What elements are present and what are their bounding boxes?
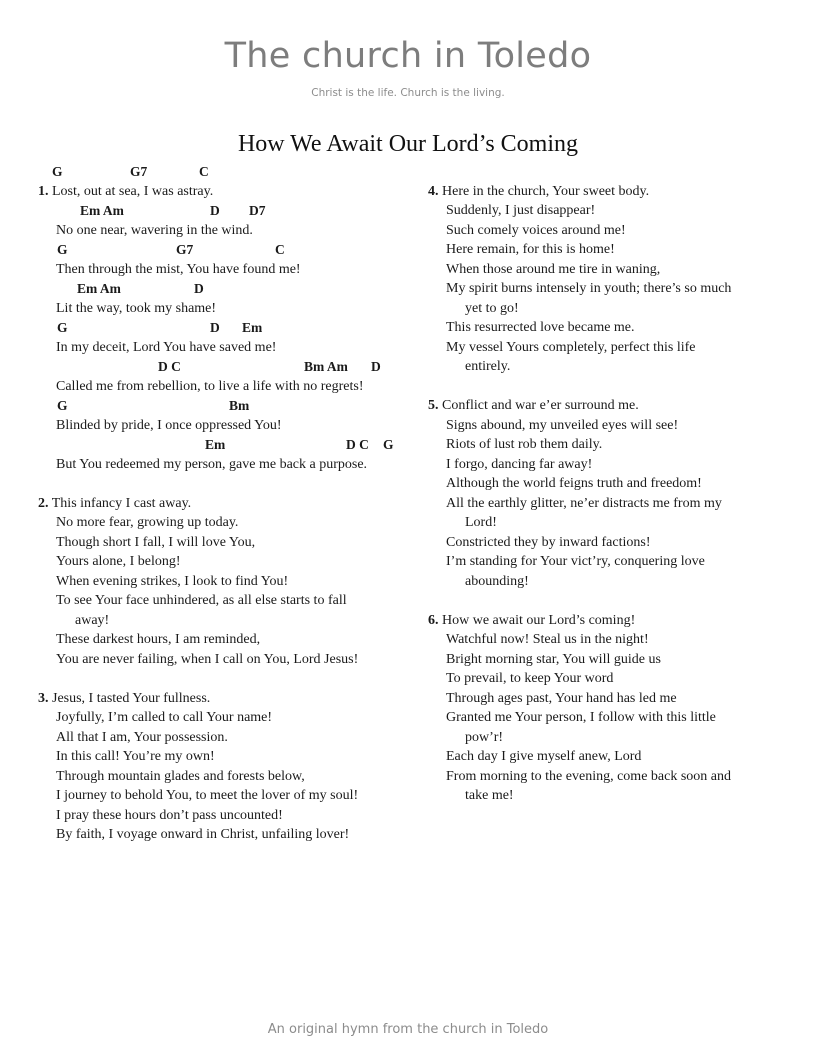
lyric-line [38, 182, 418, 202]
lyric-line: All the earthly glitter, ne’er distracts me from my [446, 495, 722, 511]
lyric-line: entirely. [465, 359, 511, 374]
chord: C [199, 164, 209, 179]
left-column [38, 162, 418, 845]
lyric-line: In this call! You’re my own! [56, 749, 215, 764]
lyric-line [428, 396, 788, 416]
lyric-line: Lit the way, took my shame! [56, 300, 217, 316]
lyric-line: Watchful now! Steal us in the night! [446, 632, 649, 647]
lyric-line: Called me from rebellion, to live a life with no regrets! [56, 378, 364, 394]
lyric-line: My spirit burns intensely in youth; there’s so much [446, 281, 732, 296]
lyric-line: Suddenly, I just disappear! [446, 203, 596, 218]
lyric-line: When evening strikes, I look to find You! [56, 573, 289, 589]
chord: D C [346, 437, 369, 452]
spacer [428, 591, 788, 611]
lyric-text: Here in the church, Your sweet body. [442, 183, 650, 199]
lyric-line: Bright morning star, You will guide us [446, 651, 661, 667]
lyric-line: Signs abound, my unveiled eyes will see! [446, 417, 679, 433]
lyric-line: No one near, wavering in the wind. [56, 222, 253, 238]
song-title: How We Await Our Lord’s Coming [237, 131, 579, 157]
chord: D C [158, 359, 181, 374]
chord: G [52, 164, 63, 179]
lyric-text: Jesus, I tasted Your fullness. [52, 690, 211, 706]
lyric-line: I’m standing for Your vict’ry, conquering love [446, 554, 705, 569]
tagline: Christ is the life. Church is the living. [311, 87, 505, 99]
lyric-line: abounding! [465, 573, 529, 589]
chord: G7 [176, 242, 194, 257]
lyric-line: take me! [465, 788, 514, 803]
spacer [428, 377, 788, 397]
lyric-line: From morning to the evening, come back soon and [446, 768, 731, 784]
lyric-line: Though short I fall, I will love You, [56, 534, 256, 550]
lyric-text: How we await our Lord’s coming! [442, 612, 636, 628]
chord-line [38, 201, 418, 221]
verse-number: 1. [38, 183, 49, 199]
chord: D [371, 359, 381, 374]
lyric-line: By faith, I voyage onward in Christ, unfailing lover! [56, 827, 350, 842]
lyric-line [428, 182, 788, 202]
chord: Bm Am [304, 359, 348, 374]
chord-line [38, 396, 418, 416]
site-title: The church in Toledo [224, 36, 592, 76]
lyric-line: Each day I give myself anew, Lord [446, 749, 642, 764]
lyric-line: Here remain, for this is home! [446, 242, 615, 257]
spacer [38, 669, 418, 689]
chord: C [275, 242, 285, 257]
lyric-line: Lord! [465, 515, 497, 530]
chord-line [38, 357, 418, 377]
lyric-line: Blinded by pride, I once oppressed You! [56, 417, 282, 433]
lyric-line: These darkest hours, I am reminded, [56, 632, 261, 647]
lyric-line: To prevail, to keep Your word [446, 671, 614, 686]
lyric-line: I forgo, dancing far away! [446, 456, 593, 472]
lyric-line: When those around me tire in waning, [446, 261, 661, 277]
chord: D [210, 203, 220, 218]
spacer [428, 162, 788, 182]
chord: G [57, 320, 68, 335]
lyric-line: Through mountain glades and forests below, [56, 768, 305, 784]
lyric-line: All that I am, Your possession. [56, 729, 228, 745]
chord-line [38, 279, 418, 299]
lyric-line: I journey to behold You, to meet the lover of my soul! [56, 788, 359, 803]
chord: D [210, 320, 220, 335]
chord: G [383, 437, 394, 452]
lyric-line: My vessel Yours completely, perfect this life [446, 339, 696, 355]
footer-text: An original hymn from the church in Toledo [267, 1022, 549, 1037]
lyric-line: This resurrected love became me. [446, 320, 635, 335]
lyric-line: away! [75, 612, 110, 628]
chord-line [38, 318, 418, 338]
lyric-line: In my deceit, Lord You have saved me! [56, 339, 277, 355]
lyric-line: But You redeemed my person, gave me back a purpose. [56, 456, 368, 472]
lyric-line [38, 494, 418, 514]
lyric-line: Riots of lust rob them daily. [446, 437, 603, 452]
lyric-line: No more fear, growing up today. [56, 515, 239, 530]
lyric-line: To see Your face unhindered, as all else starts to fall [56, 593, 347, 608]
lyric-line: Joyfully, I’m called to call Your name! [56, 710, 273, 725]
right-column [428, 162, 788, 806]
lyric-line: You are never failing, when I call on You, Lord Jesus! [56, 651, 359, 667]
chord: G [57, 398, 68, 413]
lyric-line: Constricted they by inward factions! [446, 534, 651, 550]
verse-number: 6. [428, 612, 439, 628]
lyric-line: yet to go! [465, 300, 519, 316]
verse-number: 5. [428, 398, 439, 413]
chord-line [38, 162, 418, 182]
chord: Em [205, 437, 226, 452]
lyric-line [38, 689, 418, 709]
lyric-line: I pray these hours don’t pass uncounted! [56, 807, 283, 823]
lyric-text: This infancy I cast away. [51, 495, 192, 511]
lyric-line [428, 611, 788, 631]
lyric-line: Yours alone, I belong! [56, 554, 181, 569]
lyric-line: Although the world feigns truth and freedom! [446, 476, 702, 491]
chord: Em [242, 320, 263, 335]
lyric-text: Lost, out at sea, I was astray. [52, 183, 214, 199]
chord-line [38, 435, 418, 455]
chord: D7 [249, 203, 266, 218]
chord: D [194, 281, 204, 296]
lyric-line: Then through the mist, You have found me! [56, 261, 301, 277]
chord: G [57, 242, 68, 257]
chord: Bm [229, 398, 250, 413]
chord: Em Am [77, 281, 121, 296]
verse-number: 4. [428, 183, 439, 199]
lyric-line: Such comely voices around me! [446, 222, 626, 238]
chord-line [38, 240, 418, 260]
verse-number: 2. [38, 495, 49, 511]
chord: Em Am [80, 203, 124, 218]
lyric-line: Granted me Your person, I follow with this little [446, 710, 716, 725]
lyric-line: pow’r! [465, 729, 504, 745]
lyric-text: Conflict and war e’er surround me. [442, 398, 639, 413]
spacer [38, 474, 418, 494]
verse-number: 3. [38, 690, 49, 706]
chord: G7 [130, 164, 148, 179]
lyric-line: Through ages past, Your hand has led me [446, 690, 677, 706]
